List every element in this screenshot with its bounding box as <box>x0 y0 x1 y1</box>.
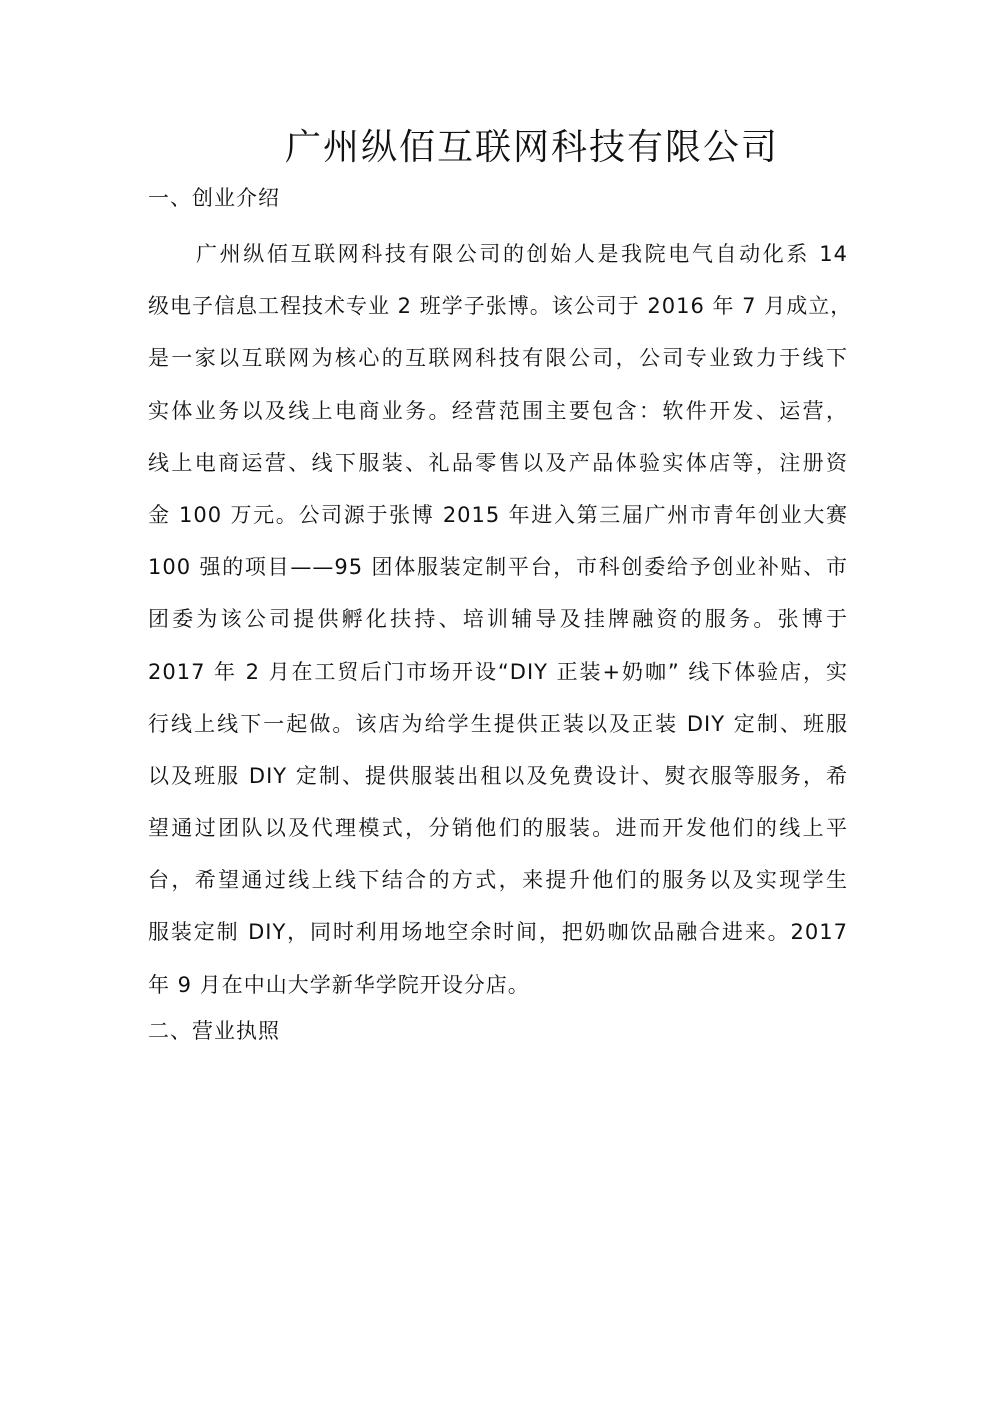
paragraph-line: 线上电商运营、线下服装、礼品零售以及产品体验实体店等，注册资 <box>148 450 848 475</box>
paragraph-line: 台，希望通过线上线下结合的方式，来提升他们的服务以及实现学生 <box>148 868 848 893</box>
intro-paragraph <box>148 234 853 1017</box>
paragraph-line: 2017 年 2 月在工贸后门市场开设“DIY 正装+奶咖” 线下体验店，实 <box>148 659 848 684</box>
paragraph-line: 实体业务以及线上电商业务。经营范围主要包含：软件开发、运营， <box>148 398 848 423</box>
section-heading-intro: 一、创业介绍 <box>148 186 280 210</box>
paragraph-line-last: 年 9 月在中山大学新华学院开设分店。 <box>148 972 530 997</box>
paragraph-line: 广州纵佰互联网科技有限公司的创始人是我院电气自动化系 14 <box>196 242 848 266</box>
paragraph-line: 100 强的项目——95 团体服装定制平台，市科创委给予创业补贴、市 <box>148 555 848 580</box>
section-heading-license: 二、营业执照 <box>148 1019 280 1043</box>
paragraph-line: 服装定制 DIY，同时利用场地空余时间，把奶咖饮品融合进来。2017 <box>148 920 848 945</box>
paragraph-line: 望通过团队以及代理模式，分销他们的服装。进而开发他们的线上平 <box>148 816 848 841</box>
paragraph-line: 以及班服 DIY 定制、提供服装出租以及免费设计、熨衣服等服务，希 <box>148 763 848 788</box>
paragraph-line: 金 100 万元。公司源于张博 2015 年进入第三届广州市青年创业大赛 <box>148 502 848 527</box>
paragraph-line: 团委为该公司提供孵化扶持、培训辅导及挂牌融资的服务。张博于 <box>148 607 848 632</box>
paragraph-line: 是一家以互联网为核心的互联网科技有限公司，公司专业致力于线下 <box>148 346 848 371</box>
document-title: 广州纵佰互联网科技有限公司 <box>284 127 779 168</box>
paragraph-line: 级电子信息工程技术专业 2 班学子张博。该公司于 2016 年 7 月成立， <box>148 294 853 319</box>
paragraph-line: 行线上线下一起做。该店为给学生提供正装以及正装 DIY 定制、班服 <box>148 711 848 736</box>
